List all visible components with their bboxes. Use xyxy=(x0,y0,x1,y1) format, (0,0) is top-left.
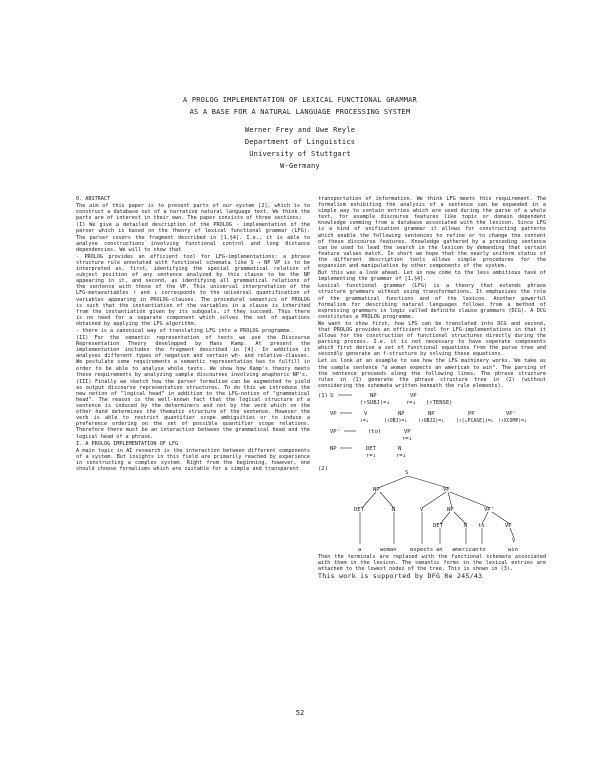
abstract-heading: 0. ABSTRACT xyxy=(76,196,111,202)
tree-node: N xyxy=(392,506,396,513)
body-paragraph: transportation of information. We think LFG meets this requirement. The formalism exhibiting the analysis of a sentence can be expanded in a simple way to contain entries which are used during the parse of a whole text, for example discourse features like topic or domain dependent knowledge comming from a database associated with the lexicon. Since LFG is a kind of unification grammar it allows for constructing patterns which enable the following sentences to refine or to change the content of these discourse features. Knowledge gathered by a preceding sentence can be used to lead the search in the lexicon by demanding that certain feature values match. In short we hope that the nearly uniform status of the different description tools allows simple procedures for the expansion and manipulation by other components of the system. xyxy=(318,196,546,270)
rule1-lhs: S xyxy=(330,392,334,399)
paper-title-line-2: AS A BASE FOR A NATURAL LANGUAGE PROCESSING SYSTEM xyxy=(189,108,411,116)
tree-node: NP xyxy=(373,486,380,493)
left-column xyxy=(76,196,310,473)
paper-title-line-1: A PROLOG IMPLEMENTATION OF LEXICAL FUNCTIONAL GRAMMAR xyxy=(183,96,417,104)
tree-node: VP xyxy=(505,522,512,529)
tree-node: S xyxy=(405,469,409,476)
funding-note: This work is supported by DFG Re 245/43 xyxy=(318,572,483,581)
abstract-paragraph: - there is a canonical way of translating LFG into a PROLOG programme. xyxy=(76,327,293,334)
section-1-paragraph: A main topic in AI research is the interaction between different components of a system. But insights in this field are primarily reached by experience in constructing a complex system. Right from the beginning, however, one should choose formalisms which are suitable for a simple and transparent xyxy=(76,447,310,473)
tree-leaf: a xyxy=(358,546,362,553)
tree-leaf: expects xyxy=(410,546,434,553)
rule2-pp: PP xyxy=(468,410,475,417)
rule4-schema: ↑=↓ xyxy=(366,452,376,459)
rule-block-label-1: (1) xyxy=(318,392,328,399)
abstract-paragraph: (III) Finally we sketch how the parser formalism can be augmented to yield as output discourse representation structures. To do this we introduce the new notion of "logical head" in addition to the LFG-notion of "grammatical head". The reason is the well-known fact that the logical structure of a sentence is induced by the determiners and not by the verb which on the other hand determines the thematic structure of the sentence. However the verb is able to restrict quantifier scope ambiguities or to induce a preference ordering on the set of possible quantifier scope relations. Therefore there must be an interaction between the grammatical head and the logical head of a phrase. xyxy=(76,378,310,440)
authors: Werner Frey and Uwe Reyle xyxy=(244,126,356,134)
tree-node: DET xyxy=(354,506,364,513)
university: University of Stuttgart xyxy=(249,150,351,158)
abstract-paragraph: - PROLOG provides an efficient tool for LFG-implementations: a phrase structure rule annotated with functional schemata like S → NP VP is to be interpreted as, first, identifying the special grammatical relation of subject position of any sentence analyzed by this clause to be the NP appearing in it, and second, as identifying all grammatical relations of the sentence with those of the VP. This universal interpretation of the LFG-metavariables ↑ and ↓ corresponds to the universal quantification of variables appearing in PROLOG-clauses. The procedural semantics of PROLOG is such that the instantiation of the variables in a clause is inherited from the instantiation given by its subgoals, if they succeed. Thus there is no need for a separate component which solves the set of equations obtained by applying the LFG algorithm. xyxy=(76,253,310,327)
rule1-np-schema: (↑SUBJ)=↓ xyxy=(360,399,390,406)
department: Department of Linguistics xyxy=(244,138,356,146)
page-number: 52 xyxy=(295,709,305,717)
tree-leaf: woman xyxy=(380,546,397,553)
rule-block-label-2: (2) xyxy=(318,465,328,472)
tree-leaf: to xyxy=(479,546,486,553)
tree-leaf: win xyxy=(508,546,518,553)
rule4-n: N xyxy=(398,445,402,452)
rule2-v: V xyxy=(364,410,368,417)
section-1-heading: I. A PROLOG IMPLEMENTATION OF LFG xyxy=(76,440,179,447)
rule4-det: DET xyxy=(366,445,376,452)
rule2-np2: NP xyxy=(428,410,435,417)
rule3-lhs: VP' xyxy=(330,428,340,435)
rule2-schema: ↑=↓ xyxy=(360,418,369,424)
tree-node: NP xyxy=(447,506,454,513)
tree-leaf: an xyxy=(436,546,443,553)
body-paragraph: We want to show first, how LFG can be translated into DCG and second, that PROLOG provides an efficient tool for LFG-implementations in that it allows for the construction of functional structures directly during the parsing process. I.e. it is not necessary to have seperate components which first derive a set of functional equations from the parse tree and secondly generate an f-structure by solving these equations. xyxy=(318,320,546,358)
right-column xyxy=(318,196,546,580)
rule2-schema: (↑OBJ2)=↓ xyxy=(418,418,444,424)
tree-node: VP' xyxy=(484,506,494,513)
body-paragraph: But this was a look ahead. Let us now come to the less ambitious task of implementing the grammar of [1,§4]. xyxy=(318,270,546,283)
rule2-np: NP xyxy=(398,410,405,417)
rule1-np: NP xyxy=(370,392,377,399)
rule3-to: (to) xyxy=(368,428,382,435)
tree-node: DET xyxy=(433,522,443,529)
rule1-vp: VP xyxy=(410,392,417,399)
tree-node: to xyxy=(478,522,485,529)
rule2-schema: (↑OBJ)=↓ xyxy=(384,418,408,424)
country: W-Germany xyxy=(280,162,320,170)
body-paragraph: Let us look at an example to see how the LFG machinery works. We take as the sample sentence "a woman expects an american to win". The parsing of the sentence proceeds along the following lines. The phrase structure rules in (1) generate the phrase structure tree in (2) (without considering the schemata written beneath the rule elements). xyxy=(318,358,546,389)
rule-and-tree-diagram xyxy=(318,390,546,554)
rule1-tense-schema: (↑TENSE) xyxy=(426,399,453,406)
rule4-lhs: NP xyxy=(330,445,337,452)
tree-node: V xyxy=(420,506,424,513)
rule2-lhs: VP xyxy=(330,410,337,417)
rule2-schema: (↑XCOMP)=↓ xyxy=(498,418,527,424)
tree-node: VP xyxy=(443,486,450,493)
tree-node: V xyxy=(512,537,516,544)
body-paragraph: Lexical functional grammar (LFG) is a theory that extends phrase structure grammars without using transformations. It emphasizes the role of the grammatical functions and of the lexicon. Another powerful formalism for describing natural languages follows from a method of expressing grammars in logic called definite clause grammars (DCG). A DCG constitutes a PROLOG programme. xyxy=(318,283,546,320)
rule2-vp: VP' xyxy=(506,410,516,417)
abstract-paragraph: The aim of this paper is to present parts of our system [2], which is to construct a database out of a narrative natural language text. We think the parts are of interest in their own. The paper consists of three sections: xyxy=(76,203,310,222)
rule1-vp-schema: ↑=↓ xyxy=(406,399,416,406)
body-paragraph: Then the terminals are replaced with the functional schemata associated with them in the lexicon. The semantic forms in the lexical entries are attached to the lowest nodes of the tree. This is shown in (3). xyxy=(318,553,546,573)
abstract-paragraph: (II) For the semantic representation of texts we use the Discourse Representation Theory developped by Hans Kamp. At present the implementation includes the fragment described in [4]. In addition it analyses different types of negation and certain wh- and relative-clauses. We postulate some requirements a semantic representation has to fulfill in order to be able to analyse whole texts. We show how Kamp's theory meets these requirements by analyzing sample discourses involving anaphoric NP's. xyxy=(76,335,310,378)
rule2-schema: (↑(↓PCASE))=↓ xyxy=(456,418,494,424)
rule4-schema: ↑=↓ xyxy=(396,452,406,459)
rule3-vp: VP xyxy=(404,428,411,435)
tree-node: N xyxy=(464,522,468,529)
rule3-schema: ↑=↓ xyxy=(402,435,412,442)
abstract-paragraph: (I) We give a detailed description of the PROLOG - implementation of the parser which is based on the theory of lexical functional grammar (LFG). The parser covers the fragment described in [1,§4]. I.e., it is able to analyse constructions involving functional control and long distance dependencies. We will to show that xyxy=(76,222,310,253)
tree-leaf: american xyxy=(452,546,479,553)
